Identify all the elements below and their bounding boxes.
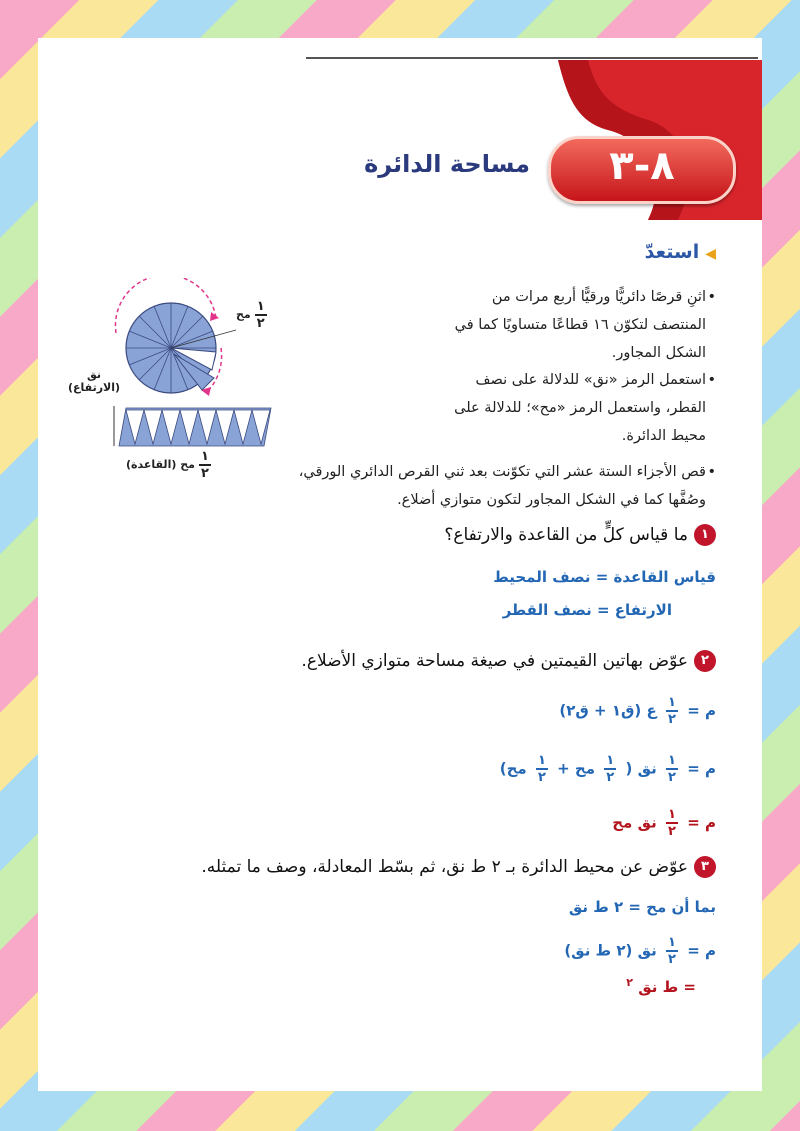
half-circumference-label xyxy=(236,300,271,330)
fraction-numerator: ١ xyxy=(668,807,676,822)
equation-part: نق (٢ ط نق) xyxy=(564,941,657,960)
fraction-denominator: ٢ xyxy=(256,316,265,331)
base-label xyxy=(126,450,215,480)
lesson-number: ٨-٣ xyxy=(609,143,675,189)
label-text: نق xyxy=(87,368,102,381)
fraction-numerator: ١ xyxy=(668,753,676,768)
circle-to-parallelogram-figure xyxy=(68,278,276,481)
equation-part: = xyxy=(683,978,696,996)
question-2 xyxy=(301,650,716,672)
fraction-denominator: ٢ xyxy=(200,466,209,481)
fraction-numerator: ١ xyxy=(668,935,676,950)
equation-part: نق مح xyxy=(612,813,657,832)
question-number-badge: ٣ xyxy=(694,856,716,878)
fraction xyxy=(666,936,678,966)
page xyxy=(38,38,762,1091)
answer-3-line-3 xyxy=(626,976,696,996)
question-text: عوّض عن محيط الدائرة بـ ٢ ط نق، ثم بسّط المعادلة، وصف ما تمثله. xyxy=(201,857,688,877)
bullet-text: محيط الدائرة. xyxy=(621,428,706,444)
explore-bullet-1: •اثنِ قرصًا دائريًّا ورقيًّا أربع مرات من المنتصف لتكوّن ١٦ قطاعًا متساويًا كما في الشكل المجاور. xyxy=(454,289,716,361)
answer-3-line-1: بما أن مح = ٢ ط نق xyxy=(568,898,716,916)
fraction-numerator: ١ xyxy=(200,449,209,464)
height-label xyxy=(68,368,120,394)
question-text: ما قياس كلٍّ من القاعدة والارتفاع؟ xyxy=(444,525,688,545)
fraction xyxy=(536,754,548,784)
label-text: مح xyxy=(236,308,251,321)
answer-1-line-2: الارتفاع = نصف القطر xyxy=(502,601,672,619)
fraction xyxy=(666,754,678,784)
fraction-numerator: ١ xyxy=(256,299,265,314)
fraction-denominator: ٢ xyxy=(668,952,676,967)
fraction xyxy=(604,754,616,784)
equation-part: مح + xyxy=(557,759,596,778)
fraction xyxy=(666,696,678,726)
question-number-badge: ١ xyxy=(694,524,716,546)
equation-part: ط نق xyxy=(638,978,679,996)
question-text: عوّض بهاتين القيمتين في صيغة مساحة متوازي الأضلاع. xyxy=(301,651,688,671)
explore-bullet-2: •استعمل الرمز «نق» للدلالة على نصف القطر، واستعمل الرمز «مح»؛ للدلالة على محيط الدائرة. xyxy=(454,372,716,444)
fraction xyxy=(255,300,267,330)
equation-part: مح) xyxy=(499,759,527,778)
explore-heading-text: استعدّ xyxy=(644,241,700,263)
bullet-text: المنتصف لتكوّن ١٦ قطاعًا متساويًا كما في xyxy=(454,317,706,333)
answer-2-line-1 xyxy=(559,696,716,726)
equation-part: نق ( xyxy=(625,759,657,778)
bullet-text: اثنِ قرصًا دائريًّا ورقيًّا أربع مرات من xyxy=(491,289,706,305)
label-text: (الارتفاع) xyxy=(68,381,121,394)
equation-part: م = xyxy=(687,813,716,832)
fraction-denominator: ٢ xyxy=(668,770,676,785)
question-1 xyxy=(444,524,716,546)
exponent: ٢ xyxy=(626,976,633,989)
explore-bullet-3: •قص الأجزاء الستة عشر التي تكوّنت بعد ثني القرص الدائري الورقي، وصُفَّها كما في الشكل المجاور لتكون متوازي أضلاع. xyxy=(298,464,716,508)
bullet-text: الشكل المجاور. xyxy=(611,345,706,361)
fraction-numerator: ١ xyxy=(668,695,676,710)
fraction-numerator: ١ xyxy=(537,753,546,768)
lesson-number-badge xyxy=(548,136,736,204)
fraction-denominator: ٢ xyxy=(606,770,615,785)
answer-1-line-1: قياس القاعدة = نصف المحيط xyxy=(493,568,716,586)
fraction-denominator: ٢ xyxy=(537,770,546,785)
bullet-text: استعمل الرمز «نق» للدلالة على نصف xyxy=(475,372,706,388)
bullet-text: القطر، واستعمل الرمز «مح»؛ للدلالة على xyxy=(454,400,706,416)
equation-part: م = xyxy=(687,941,716,960)
answer-2-line-3 xyxy=(612,808,716,838)
bullet-text: وصُفَّها كما في الشكل المجاور لتكون متوازي أضلاع. xyxy=(397,492,706,508)
question-3 xyxy=(201,856,716,878)
answer-3-line-2 xyxy=(564,936,716,966)
equation-part: م = xyxy=(687,701,716,720)
equation-part: م = xyxy=(687,759,716,778)
fraction xyxy=(666,808,678,838)
lesson-title: مساحة الدائرة xyxy=(364,150,530,178)
equation-part: ع (ق١ + ق٢) xyxy=(559,701,657,720)
fraction xyxy=(199,450,211,480)
fraction-numerator: ١ xyxy=(606,753,615,768)
bullet-text: قص الأجزاء الستة عشر التي تكوّنت بعد ثني القرص الدائري الورقي، xyxy=(298,464,706,480)
answer-2-line-2 xyxy=(500,754,716,784)
question-number-badge: ٢ xyxy=(694,650,716,672)
fraction-denominator: ٢ xyxy=(668,712,676,727)
fraction-denominator: ٢ xyxy=(668,824,676,839)
explore-heading xyxy=(645,241,716,263)
header-rule xyxy=(306,57,758,59)
label-text: مح (القاعدة) xyxy=(126,458,195,471)
triangle-icon: ◀ xyxy=(705,246,716,262)
